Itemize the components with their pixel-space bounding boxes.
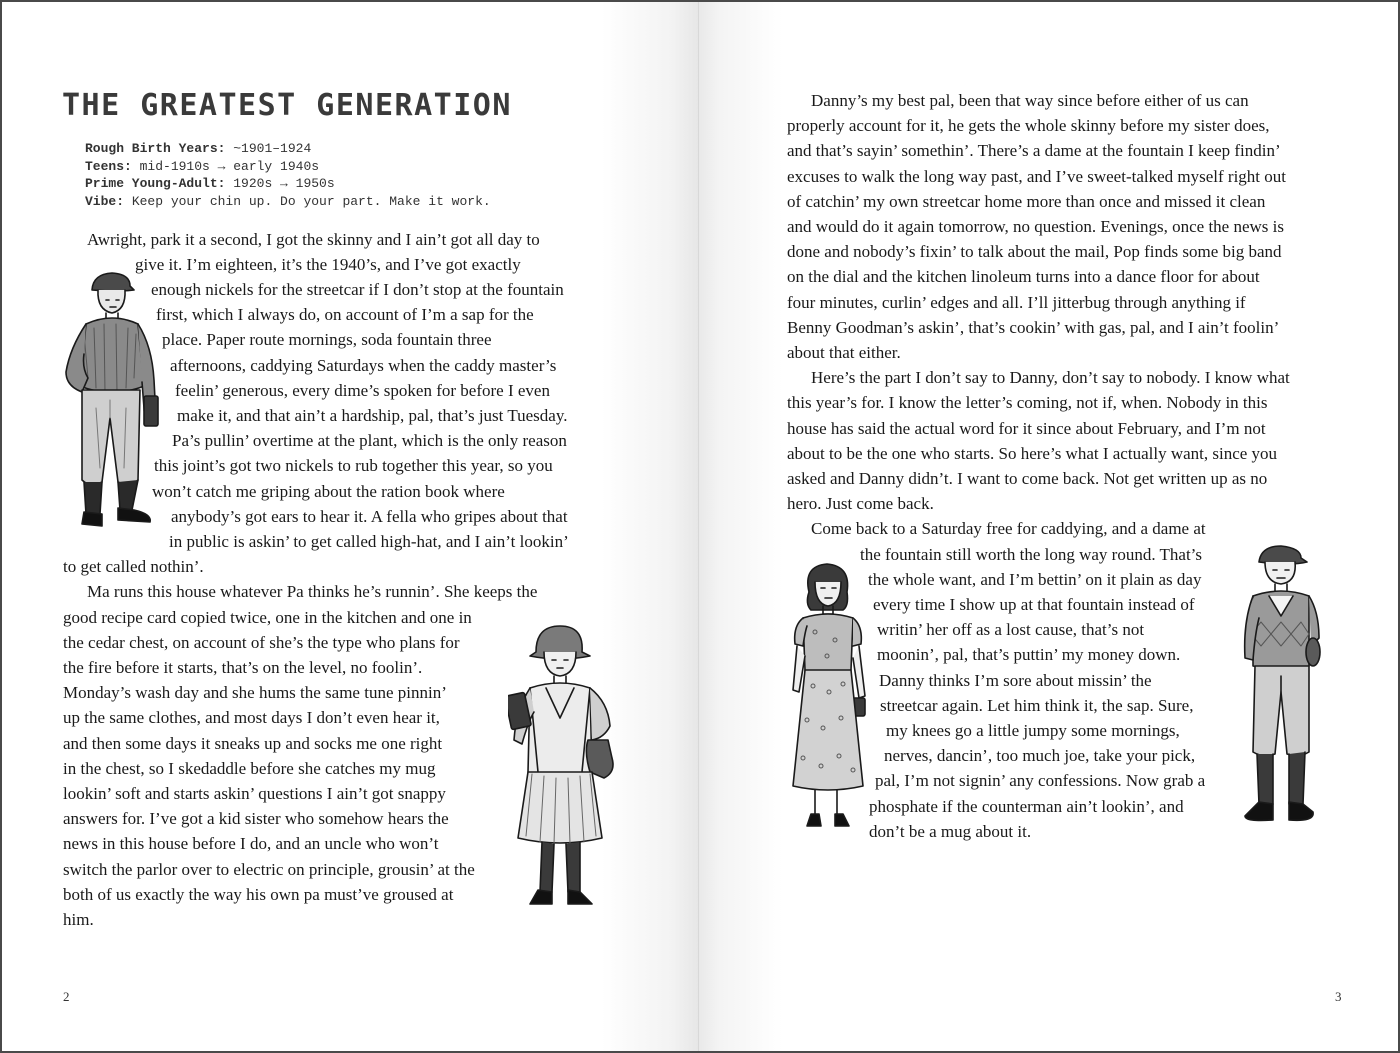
text-line: don’t be a mug about it.: [869, 822, 1032, 841]
text-line: enough nickels for the streetcar if I don’t stop at the fountain: [151, 280, 564, 299]
text-line: good recipe card copied twice, one in the kitchen and one in: [63, 608, 472, 627]
text-line: four minutes, curlin’ edges and all. I’ll jitterbug through anything if: [787, 293, 1246, 312]
right-page: [699, 2, 1398, 1051]
text-line: nerves, dancin’, too much joe, take your pick,: [884, 746, 1196, 765]
text-line: on the dial and the kitchen linoleum turns into a dance floor for about: [787, 267, 1260, 286]
text-line: Come back to a Saturday free for caddying, and a dame at: [811, 519, 1206, 538]
text-line: and would do it again tomorrow, no question. Evenings, once the news is: [787, 217, 1285, 236]
fact-label: Prime Young-Adult:: [85, 176, 226, 192]
text-line: the fountain still worth the long way round. That’s: [860, 545, 1203, 564]
boy-with-football-illustration: [1239, 542, 1321, 832]
text-line: Danny thinks I’m sore about missin’ the: [879, 671, 1152, 690]
text-line: anybody’s got ears to hear it. A fella who gripes about that: [171, 507, 568, 526]
text-line: every time I show up at that fountain instead of: [873, 595, 1195, 614]
text-line: first, which I always do, on account of I’m a sap for the: [156, 305, 534, 324]
text-line: feelin’ generous, every dime’s spoken for before I even: [175, 381, 550, 400]
fact-vibe: [85, 193, 491, 211]
text-line: my knees go a little jumpy some mornings,: [886, 721, 1180, 740]
text-line: moonin’, pal, that’s puttin’ my money down.: [877, 645, 1181, 664]
book-spread: [2, 2, 1398, 1051]
text-line: Benny Goodman’s askin’, that’s cookin’ with gas, pal, and I ain’t foolin’: [787, 318, 1280, 337]
text-line: Here’s the part I don’t say to Danny, don’t say to nobody. I know what: [811, 368, 1290, 387]
text-line: house has said the actual word for it since about February, and I’m not: [787, 419, 1266, 438]
fact-value: 1920s → 1950s: [225, 176, 335, 192]
text-line: both of us exactly the way his own pa must’ve groused at: [63, 885, 454, 904]
text-line: Danny’s my best pal, been that way since before either of us can: [811, 91, 1249, 110]
text-line: afternoons, caddying Saturdays when the caddy master’s: [170, 356, 557, 375]
fact-value: ~1901–1924: [225, 141, 312, 156]
fact-birth-years: [85, 140, 491, 158]
fact-prime-young-adult: [85, 175, 491, 193]
text-line: up the same clothes, and most days I don’t even hear it,: [63, 708, 440, 727]
fact-label: Teens:: [85, 158, 132, 174]
text-line: asked and Danny didn’t. I want to come back. Not get written up as no: [787, 469, 1268, 488]
text-line: Pa’s pullin’ overtime at the plant, which is the only reason: [172, 431, 567, 450]
text-line: this year’s for. I know the letter’s coming, not if, when. Nobody in this: [787, 393, 1268, 412]
text-line: the cedar chest, on account of she’s the type who plans for: [63, 633, 460, 652]
text-line: the fire before it starts, that’s on the level, no foolin’.: [63, 658, 423, 677]
text-line: about that either.: [787, 343, 901, 362]
text-line: properly account for it, he gets the whole skinny before my sister does,: [787, 116, 1270, 135]
fact-value: mid-1910s → early 1940s: [131, 158, 320, 174]
text-line: in the chest, so I skedaddle before she catches my mug: [63, 759, 436, 778]
text-line: Awright, park it a second, I got the skinny and I ain’t got all day to: [87, 230, 540, 249]
text-line: in public is askin’ to get called high-hat, and I ain’t lookin’: [169, 532, 569, 551]
text-line: and then some days it sneaks up and socks me one right: [63, 734, 443, 753]
text-line: streetcar again. Let him think it, the sap. Sure,: [880, 696, 1194, 715]
text-line: writin’ her off as a lost cause, that’s not: [877, 620, 1145, 639]
text-line: give it. I’m eighteen, it’s the 1940’s, and I’ve got exactly: [135, 255, 521, 274]
text-line: Monday’s wash day and she hums the same tune pinnin’: [63, 683, 447, 702]
text-line: of catchin’ my own streetcar home more than once and missed it clean: [787, 192, 1266, 211]
generation-facts: [85, 140, 491, 210]
text-line: him.: [63, 910, 94, 929]
text-line: to get called nothin’.: [63, 557, 204, 576]
text-line: done and nobody’s fixin’ to talk about the mail, Pop finds some big band: [787, 242, 1282, 261]
page-title: THE GREATEST GENERATION: [62, 88, 512, 123]
left-page: [2, 2, 699, 1051]
text-line: and that’s sayin’ somethin’. There’s a dame at the fountain I keep findin’: [787, 141, 1281, 160]
fact-label: Rough Birth Years:: [85, 141, 226, 156]
text-line: make it, and that ain’t a hardship, pal, that’s just Tuesday.: [177, 406, 568, 425]
text-line: the whole want, and I’m bettin’ on it plain as day: [868, 570, 1202, 589]
text-line: lookin’ soft and starts askin’ questions I ain’t got snappy: [63, 784, 446, 803]
text-line: excuses to walk the long way past, and I’ve sweet-talked myself right out: [787, 167, 1287, 186]
fact-teens: [85, 158, 491, 176]
fact-value: Keep your chin up. Do your part. Make it work.: [124, 193, 491, 209]
text-line: answers for. I’ve got a kid sister who somehow hears the: [63, 809, 449, 828]
text-line: hero. Just come back.: [787, 494, 934, 513]
girl-with-books-illustration: [508, 622, 620, 916]
page-number: 2: [63, 989, 70, 1004]
boy-in-sweater-illustration: [60, 268, 162, 538]
text-line: switch the parlor over to electric on principle, grousin’ at the: [63, 860, 475, 879]
text-line: won’t catch me griping about the ration book where: [152, 482, 505, 501]
text-line: Ma runs this house whatever Pa thinks he’s runnin’. She keeps the: [87, 582, 538, 601]
page-number: 3: [1335, 989, 1342, 1004]
text-line: news in this house before I do, and an uncle who won’t: [63, 834, 439, 853]
text-line: about to be the one who starts. So here’s what I actually want, since you: [787, 444, 1278, 463]
text-line: place. Paper route mornings, soda fountain three: [162, 330, 492, 349]
girl-in-dress-illustration: [787, 560, 869, 834]
text-line: pal, I’m not signin’ any confessions. Now grab a: [875, 771, 1206, 790]
fact-label: Vibe:: [85, 193, 125, 209]
text-line: this joint’s got two nickels to rub together this year, so you: [154, 456, 553, 475]
text-line: phosphate if the counterman ain’t lookin’, and: [869, 797, 1184, 816]
